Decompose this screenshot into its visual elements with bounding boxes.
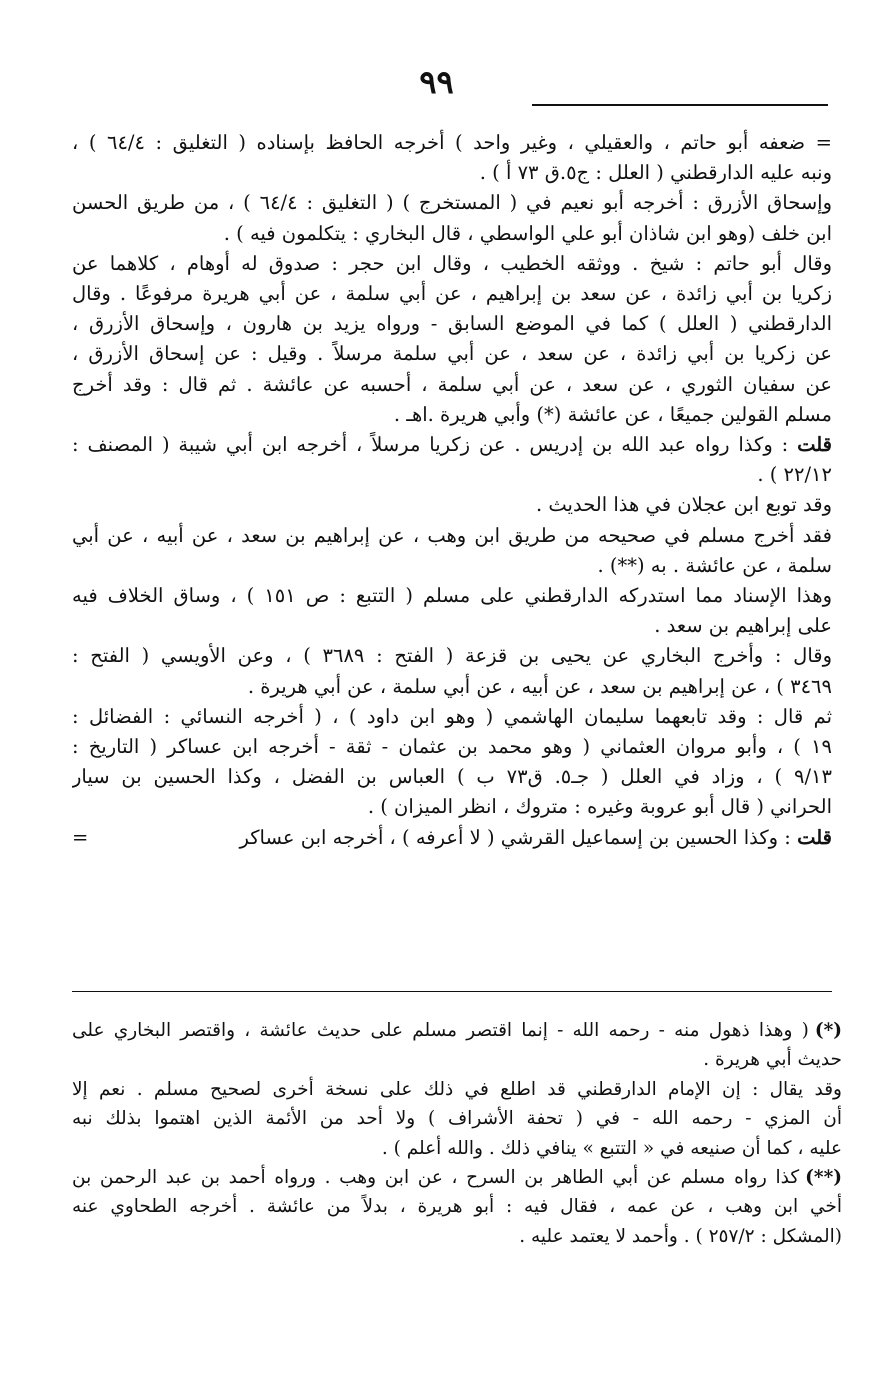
text-line: الدارقطني ( العلل ) كما في الموضع السابق - ورواه يزيد بن هارون ، وإسحاق الأزرق ،: [72, 312, 832, 336]
text-line: عن زكريا بن أبي زائدة ، عن سعد ، عن أبي سلمة مرسلاً . وقيل : عن إسحاق الأزرق ،: [72, 342, 832, 366]
lead-word: قلت: [797, 825, 832, 849]
footnote-line: (*)( وهذا ذهول منه - رحمه الله - إنما اقتصر مسلم على حديث عائشة ، واقتصر البخاري على: [72, 1020, 842, 1041]
text-line: ١٩ ) ، وأبو مروان العثماني ( وهو محمد بن عثمان - ثقة - أخرجه ابن عساكر ( التاريخ :: [72, 735, 832, 759]
text-line: مسلم القولين جميعًا ، عن عائشة (*) وأبي هريرة .اهـ .: [393, 402, 832, 426]
footnote-line: وقد يقال : إن الإمام الدارقطني قد اطلع في ذلك على نسخة أخرى لصحيح مسلم . نعم إلا: [72, 1078, 842, 1100]
text-line: سلمة ، عن عائشة . به (**) .: [597, 553, 832, 577]
footnote-line: أن المزي - رحمه الله - في ( تحفة الأشراف ) ولا أحد من الأئمة الذين اهتموا بذلك نبه: [72, 1108, 842, 1130]
text-line: ٢٢/١٢ ) .: [757, 463, 832, 487]
footnote: [72, 1016, 842, 1163]
text-line: على إبراهيم بن سعد .: [654, 614, 832, 638]
footnote-line: (**)كذا رواه مسلم عن أبي الطاهر بن السرح ، عن ابن وهب . ورواه أحمد بن عبد الرحمن بن: [72, 1167, 842, 1189]
footnote-line: (المشكل : ٢٥٧/٢ ) . وأحمد لا يعتمد عليه .: [519, 1225, 842, 1247]
text-line: ابن خلف (وهو ابن شاذان أبو علي الواسطي ، قال البخاري : يتكلمون فيه ) .: [223, 221, 832, 245]
lead-word: قلت: [797, 433, 832, 457]
text-line: ٣٤٦٩ ) ، عن إبراهيم بن سعد ، عن أبيه ، عن أبي سلمة ، عن أبي هريرة .: [247, 674, 832, 698]
text-line: عن سفيان الثوري ، عن سعد ، عن أبي سلمة ، أحسبه عن عائشة . ثم قال : وقد أخرج: [72, 372, 832, 396]
text-line-continued: قلت : وكذا الحسين بن إسماعيل القرشي ( لا أعرفه ) ، أخرجه ابن عساكر =: [72, 823, 832, 853]
footnote: [72, 1163, 842, 1251]
text-line: الحراني ( قال أبو عروبة وغيره : متروك ، انظر الميزان ) .: [367, 795, 832, 819]
footnote-line: أخي ابن وهب ، عن عمه ، فقال فيه : أبو هريرة ، بدلاً من عائشة . أخرجه الطحاوي عنه: [72, 1196, 842, 1218]
footnote-mark: (**): [805, 1167, 842, 1189]
text-line: فقد أخرج مسلم في صحيحه من طريق ابن وهب ، عن إبراهيم بن سعد ، عن أبيه ، عن أبي: [72, 523, 832, 547]
text-line: قلت : وكذا رواه عبد الله بن إدريس . عن زكريا مرسلاً ، أخرجه ابن أبي شيبة ( المصنف :: [72, 433, 832, 457]
continuation-mark: =: [72, 825, 89, 849]
main-text: [72, 128, 832, 853]
footnote-line: حديث أبي هريرة .: [703, 1049, 842, 1071]
text-line: وإسحاق الأزرق : أخرجه أبو نعيم في ( المستخرج ) ( التغليق : ٦٤/٤ ) ، من طريق الحسن: [72, 191, 832, 215]
text-line: ونبه عليه الدارقطني ( العلل : ج٥.ق ٧٣ أ ) .: [479, 161, 832, 185]
page-number: ٩٩: [419, 63, 454, 101]
text-line: زكريا بن أبي زائدة ، عن سعد بن إبراهيم ، عن أبي سلمة ، عن أبي هريرة مرفوعًا . وقال: [72, 282, 832, 306]
footnotes: [72, 1016, 842, 1251]
footnote-mark: (*): [814, 1020, 842, 1041]
header-rule: [532, 104, 828, 106]
text-line: = ضعفه أبو حاتم ، والعقيلي ، وغير واحد ) أخرجه الحافظ بإسناده ( التغليق : ٦٤/٤ ) ،: [72, 131, 832, 154]
text-line: وقال أبو حاتم : شيخ . ووثقه الخطيب ، وقال ابن حجر : صدوق له أوهام ، كلاهما عن: [72, 251, 832, 275]
footnote-separator: [72, 991, 832, 992]
text-line: وقال : وأخرج البخاري عن يحيى بن قزعة ( الفتح : ٣٦٨٩ ) ، وعن الأويسي ( الفتح :: [72, 644, 832, 668]
text-line: وقد توبع ابن عجلان في هذا الحديث .: [535, 493, 832, 517]
footnote-line: عليه ، كما أن صنيعه في « التتبع » ينافي ذلك . والله أعلم ) .: [381, 1137, 842, 1159]
text-line: وهذا الإسناد مما استدركه الدارقطني على مسلم ( التتبع : ص ١٥١ ) ، وساق الخلاف فيه: [72, 584, 832, 608]
text-line: ٩/١٣ ) ، وزاد في العلل ( جـ٥. ق٧٣ ب ) العباس بن الفضل ، وكذا الحسين بن سيار: [72, 765, 832, 789]
text-line: ثم قال : وقد تابعهما سليمان الهاشمي ( وهو ابن داود ) ، ( أخرجه النسائي : الفضائل :: [72, 704, 832, 728]
